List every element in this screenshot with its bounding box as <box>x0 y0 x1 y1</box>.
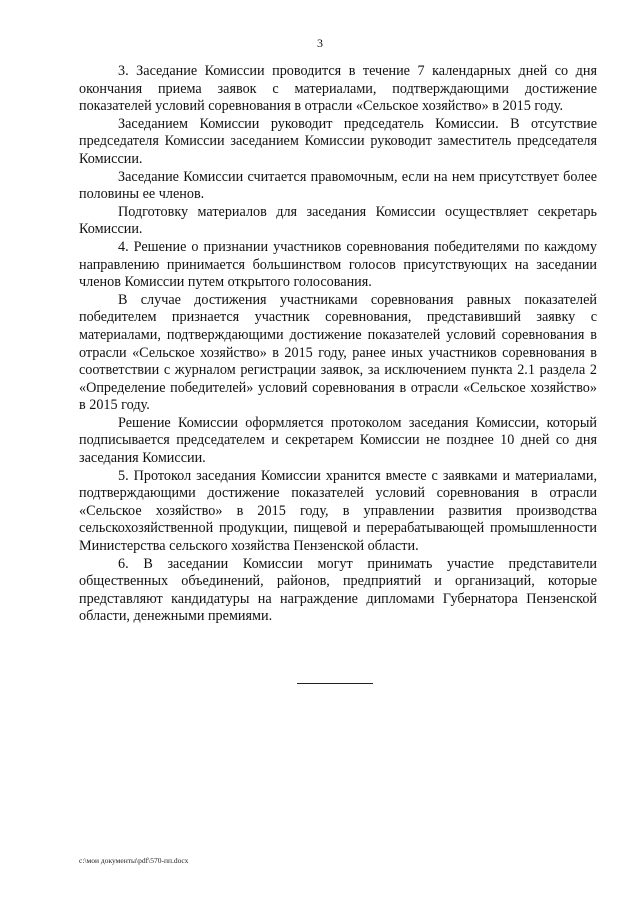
file-path-footer: c:\мои документы\pdf\570-пп.docx <box>79 856 189 865</box>
paragraph-3-meeting-period: 3. Заседание Комиссии проводится в течение 7 календарных дней со дня окончания приема заявок с материалами, подтверждающими достижение показателей условий соревнования в отрасли «Сельское хозяйство» в 2015 году. <box>79 63 597 115</box>
paragraph-equal-results: В случае достижения участниками соревнования равных показателей победителем признается участник соревнования, представивший заявку с материалами, подтверждающими достижение показателей условий соревнования в отрасли «Сельское хозяйство» в 2015 году, ранее иных участников соревнования в соответствии с журналом регистрации заявок, за исключением пункта 2.1 раздела 2 «Определение победителей» условий соревнования в отрасли «Сельское хозяйство» в 2015 году. <box>79 291 597 414</box>
paragraph-meeting-chair: Заседанием Комиссии руководит председатель Комиссии. В отсутствие председателя Комиссии заседанием Комиссии руководит заместитель председателя Комиссии. <box>79 115 597 167</box>
paragraph-6-participants: 6. В заседании Комиссии могут принимать участие представители общественных объединений, районов, предприятий и организаций, которые представляют кандидатуры на награждение дипломами Губернатора Пензенской области, денежными премиями. <box>79 555 597 625</box>
document-body <box>79 63 597 626</box>
paragraph-secretary: Подготовку материалов для заседания Комиссии осуществляет секретарь Комиссии. <box>79 203 597 238</box>
paragraph-4-decision: 4. Решение о признании участников соревнования победителями по каждому направлению принимается большинством голосов присутствующих на заседании членов Комиссии путем открытого голосования. <box>79 238 597 291</box>
paragraph-5-storage: 5. Протокол заседания Комиссии хранится вместе с заявками и материалами, подтверждающими достижение показателей условий соревнования в отрасли «Сельское хозяйство» в 2015 году, в управлении развития производства сельскохозяйственной продукции, пищевой и перерабатывающей промышленности Министерства сельского хозяйства Пензенской области. <box>79 467 597 555</box>
page-number: 3 <box>317 36 323 50</box>
end-divider-line <box>297 683 373 684</box>
paragraph-quorum: Заседание Комиссии считается правомочным, если на нем присутствует более половины ее членов. <box>79 168 597 203</box>
paragraph-protocol: Решение Комиссии оформляется протоколом заседания Комиссии, который подписывается председателем и секретарем Комиссии не позднее 10 дней со дня заседания Комиссии. <box>79 414 597 467</box>
